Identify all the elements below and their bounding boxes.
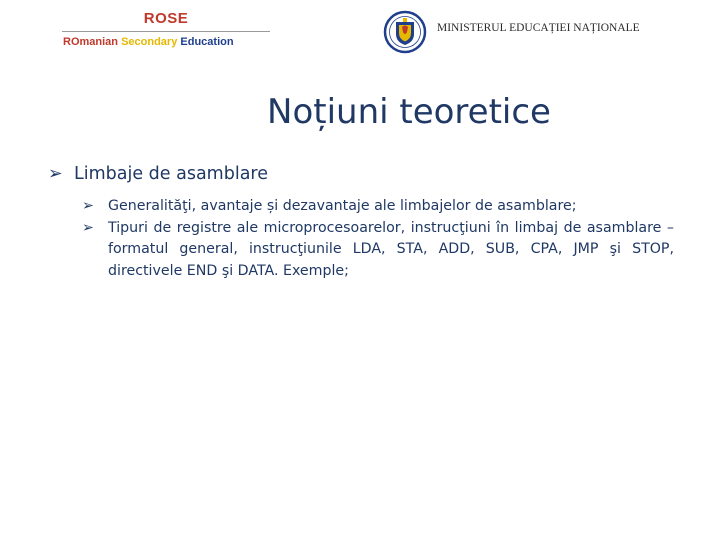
sub-bullet-item bbox=[82, 218, 674, 283]
sub-bullet-list bbox=[82, 196, 674, 282]
rose-word-education: Education bbox=[180, 36, 234, 48]
rose-logo-subtitle bbox=[63, 36, 234, 48]
sub-bullet-item bbox=[82, 196, 674, 218]
rose-logo-title: ROSE bbox=[143, 10, 189, 27]
rose-logo-divider bbox=[62, 31, 270, 32]
arrow-bullet-icon: ➢ bbox=[82, 219, 94, 236]
sub-bullet-text: Generalităţi, avantaje și dezavantaje ale limbajelor de asamblare; bbox=[108, 198, 577, 214]
arrow-bullet-icon: ➢ bbox=[82, 198, 94, 214]
romanian-coat-of-arms-icon bbox=[382, 10, 428, 54]
bullet-item bbox=[48, 164, 268, 184]
rose-word-romanian: ROmanian bbox=[63, 36, 119, 48]
sub-bullet-text: Tipuri de registre ale microprocesoarelor, instrucţiuni în limbaj de asamblare – formatul general, instrucţiunile LDA, STA, ADD, SUB, CPA, JMP şi STOP, directivele END şi DATA. Exemple; bbox=[108, 219, 674, 279]
page-title: Noțiuni teoretice bbox=[267, 92, 551, 132]
rose-word-secondary: Secondary bbox=[121, 36, 178, 48]
rose-logo bbox=[60, 10, 272, 50]
bullet-text: Limbaje de asamblare bbox=[74, 164, 269, 184]
arrow-bullet-icon: ➢ bbox=[48, 164, 63, 184]
ministry-name: MINISTERUL EDUCAȚIEI NAȚIONALE bbox=[437, 22, 640, 34]
